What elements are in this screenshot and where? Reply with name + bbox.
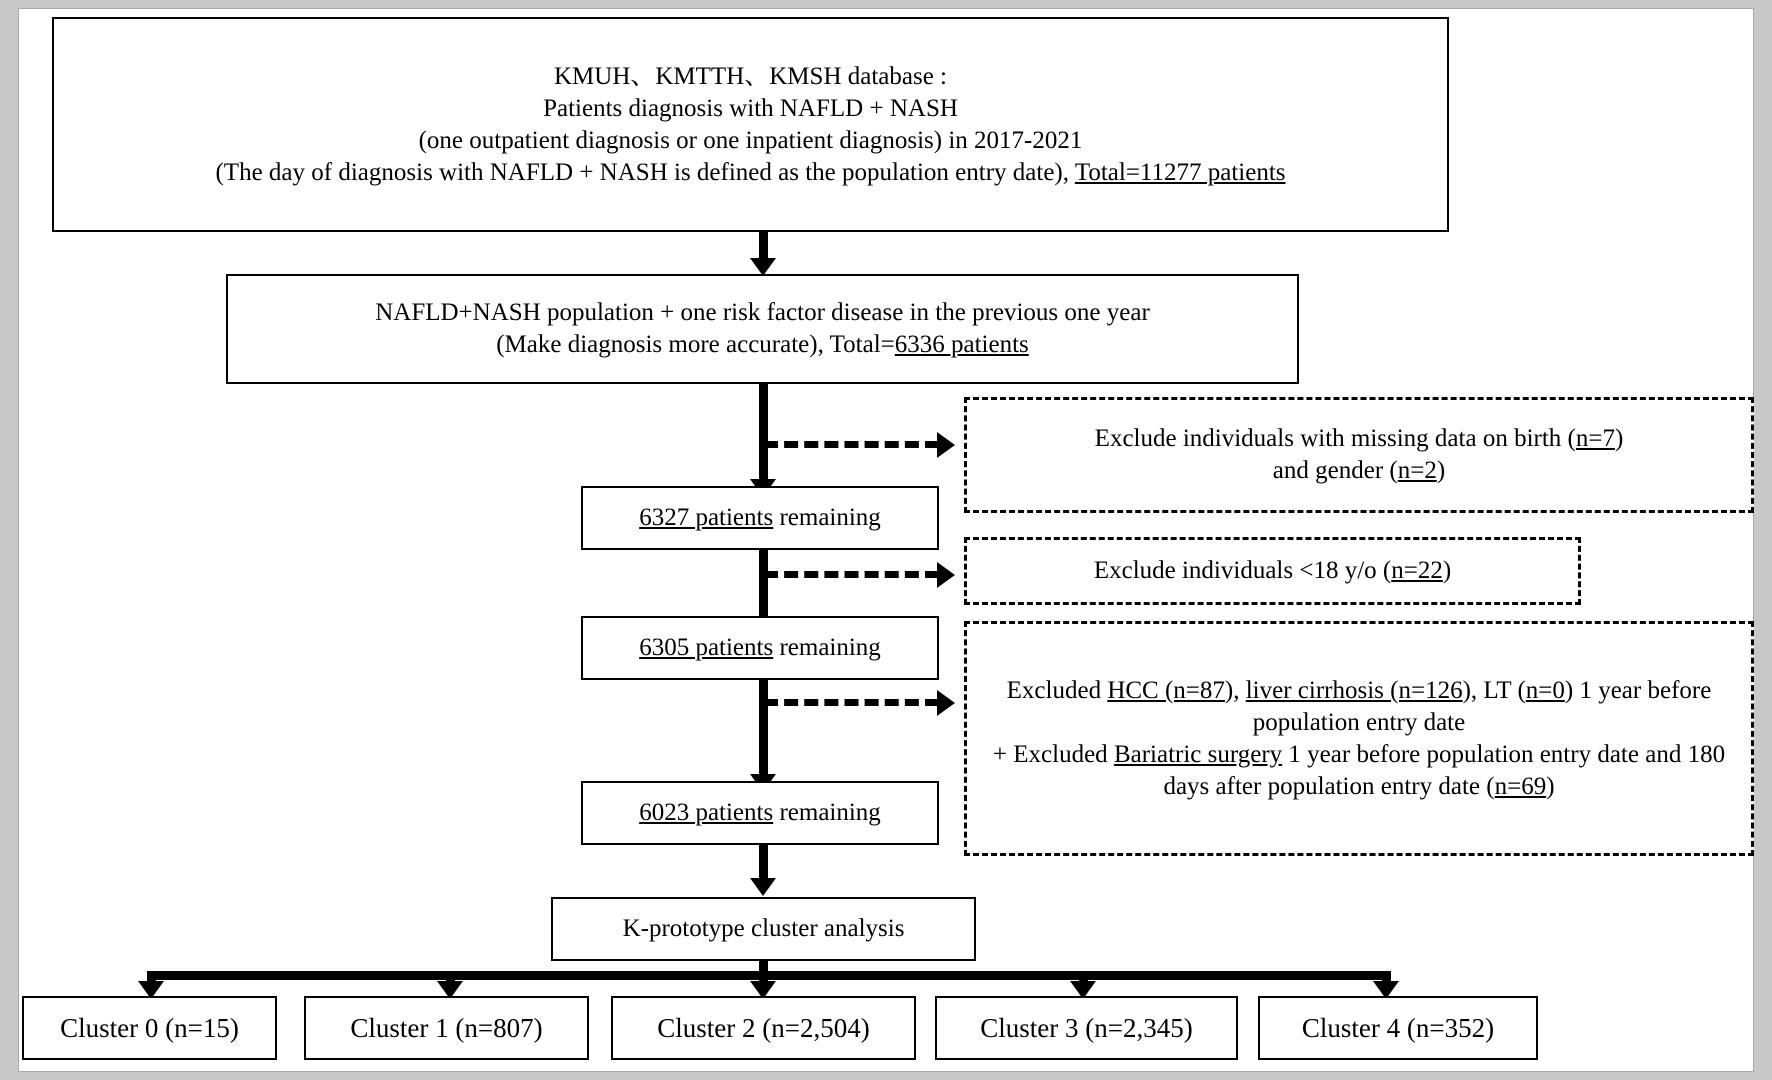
- box-cluster-2: [611, 996, 916, 1060]
- box-exclude-under-18: [964, 537, 1581, 605]
- box-exclude-hcc-cirrhosis-lt-bariatric: [964, 621, 1754, 856]
- source-line-4-prefix: (The day of diagnosis with NAFLD + NASH is defined as the population entry date),: [215, 158, 1075, 186]
- arrow-head-branch-birth-gender: [937, 432, 955, 458]
- dashed-branch-hcc: [764, 699, 939, 706]
- box-cluster-0: [22, 996, 277, 1060]
- dashed-branch-under-18: [764, 571, 939, 578]
- cluster-4-label: Cluster 4 (n=352): [1301, 1012, 1495, 1043]
- arrow-head-remaining3-to-analysis: [750, 878, 776, 896]
- cluster-row: [19, 996, 1755, 1062]
- source-line-4: [215, 157, 1285, 189]
- remaining-6023-suffix: remaining: [773, 799, 881, 826]
- remaining-6023-text: [639, 797, 881, 829]
- remaining-6305-count: 6305 patients: [639, 634, 774, 661]
- box-source-database: [52, 17, 1449, 232]
- box-cluster-analysis: [551, 897, 976, 961]
- box-remaining-6327: [581, 486, 939, 550]
- remaining-6327-text: [639, 502, 881, 534]
- riskfactor-line-1: NAFLD+NASH population + one risk factor disease in the previous one year: [375, 299, 1150, 326]
- cluster-2-label: Cluster 2 (n=2,504): [657, 1012, 870, 1043]
- box-cluster-1: [304, 996, 589, 1060]
- remaining-6305-suffix: remaining: [773, 634, 881, 661]
- box-remaining-6023: [581, 781, 939, 845]
- riskfactor-line-2-prefix: (Make diagnosis more accurate), Total=: [496, 331, 895, 358]
- riskfactor-line-2: [375, 329, 1150, 361]
- exclude-hcc-text: Excluded HCC (n=87), liver cirrhosis (n=126), LT (n=0) 1 year before population entry date + Excluded Bariatric surgery 1 year before population entry date and 180 days after population entry date (n=69): [992, 676, 1726, 800]
- remaining-6327-suffix: remaining: [773, 504, 881, 531]
- exclude-birth-gender-text: Exclude individuals with missing data on birth (n=7) and gender (n=2): [1094, 425, 1624, 484]
- box-cluster-3: [935, 996, 1238, 1060]
- source-line-1: KMUH、KMTTH、KMSH database :: [553, 62, 948, 90]
- dashed-branch-birth-gender: [764, 441, 939, 448]
- arrow-riskfactor-to-remaining1: [759, 384, 768, 484]
- cluster-1-label: Cluster 1 (n=807): [350, 1012, 543, 1043]
- source-total: Total=11277 patients: [1074, 158, 1286, 186]
- cluster-3-label: Cluster 3 (n=2,345): [980, 1012, 1193, 1043]
- box-exclude-birth-gender: [964, 397, 1754, 513]
- arrow-remaining1-to-remaining2: [759, 550, 768, 622]
- arrow-head-branch-under-18: [937, 562, 955, 588]
- exclude-under-18-text: Exclude individuals <18 y/o (n=22): [1093, 557, 1452, 584]
- box-remaining-6305: [581, 616, 939, 680]
- remaining-6023-count: 6023 patients: [639, 799, 774, 826]
- riskfactor-total: 6336 patients: [894, 331, 1029, 358]
- cluster-0-label: Cluster 0 (n=15): [60, 1012, 239, 1043]
- cluster-analysis-label: K-prototype cluster analysis: [622, 915, 905, 942]
- flowchart-canvas: [18, 8, 1754, 1072]
- box-cluster-4: [1258, 996, 1538, 1060]
- arrow-remaining2-to-remaining3: [759, 680, 768, 780]
- box-risk-factor: [226, 274, 1299, 384]
- remaining-6305-text: [639, 632, 881, 664]
- source-line-2: Patients diagnosis with NAFLD + NASH: [543, 94, 958, 122]
- remaining-6327-count: 6327 patients: [639, 504, 774, 531]
- source-line-3: (one outpatient diagnosis or one inpatient diagnosis) in 2017-2021: [418, 126, 1083, 154]
- arrow-head-branch-hcc: [937, 690, 955, 716]
